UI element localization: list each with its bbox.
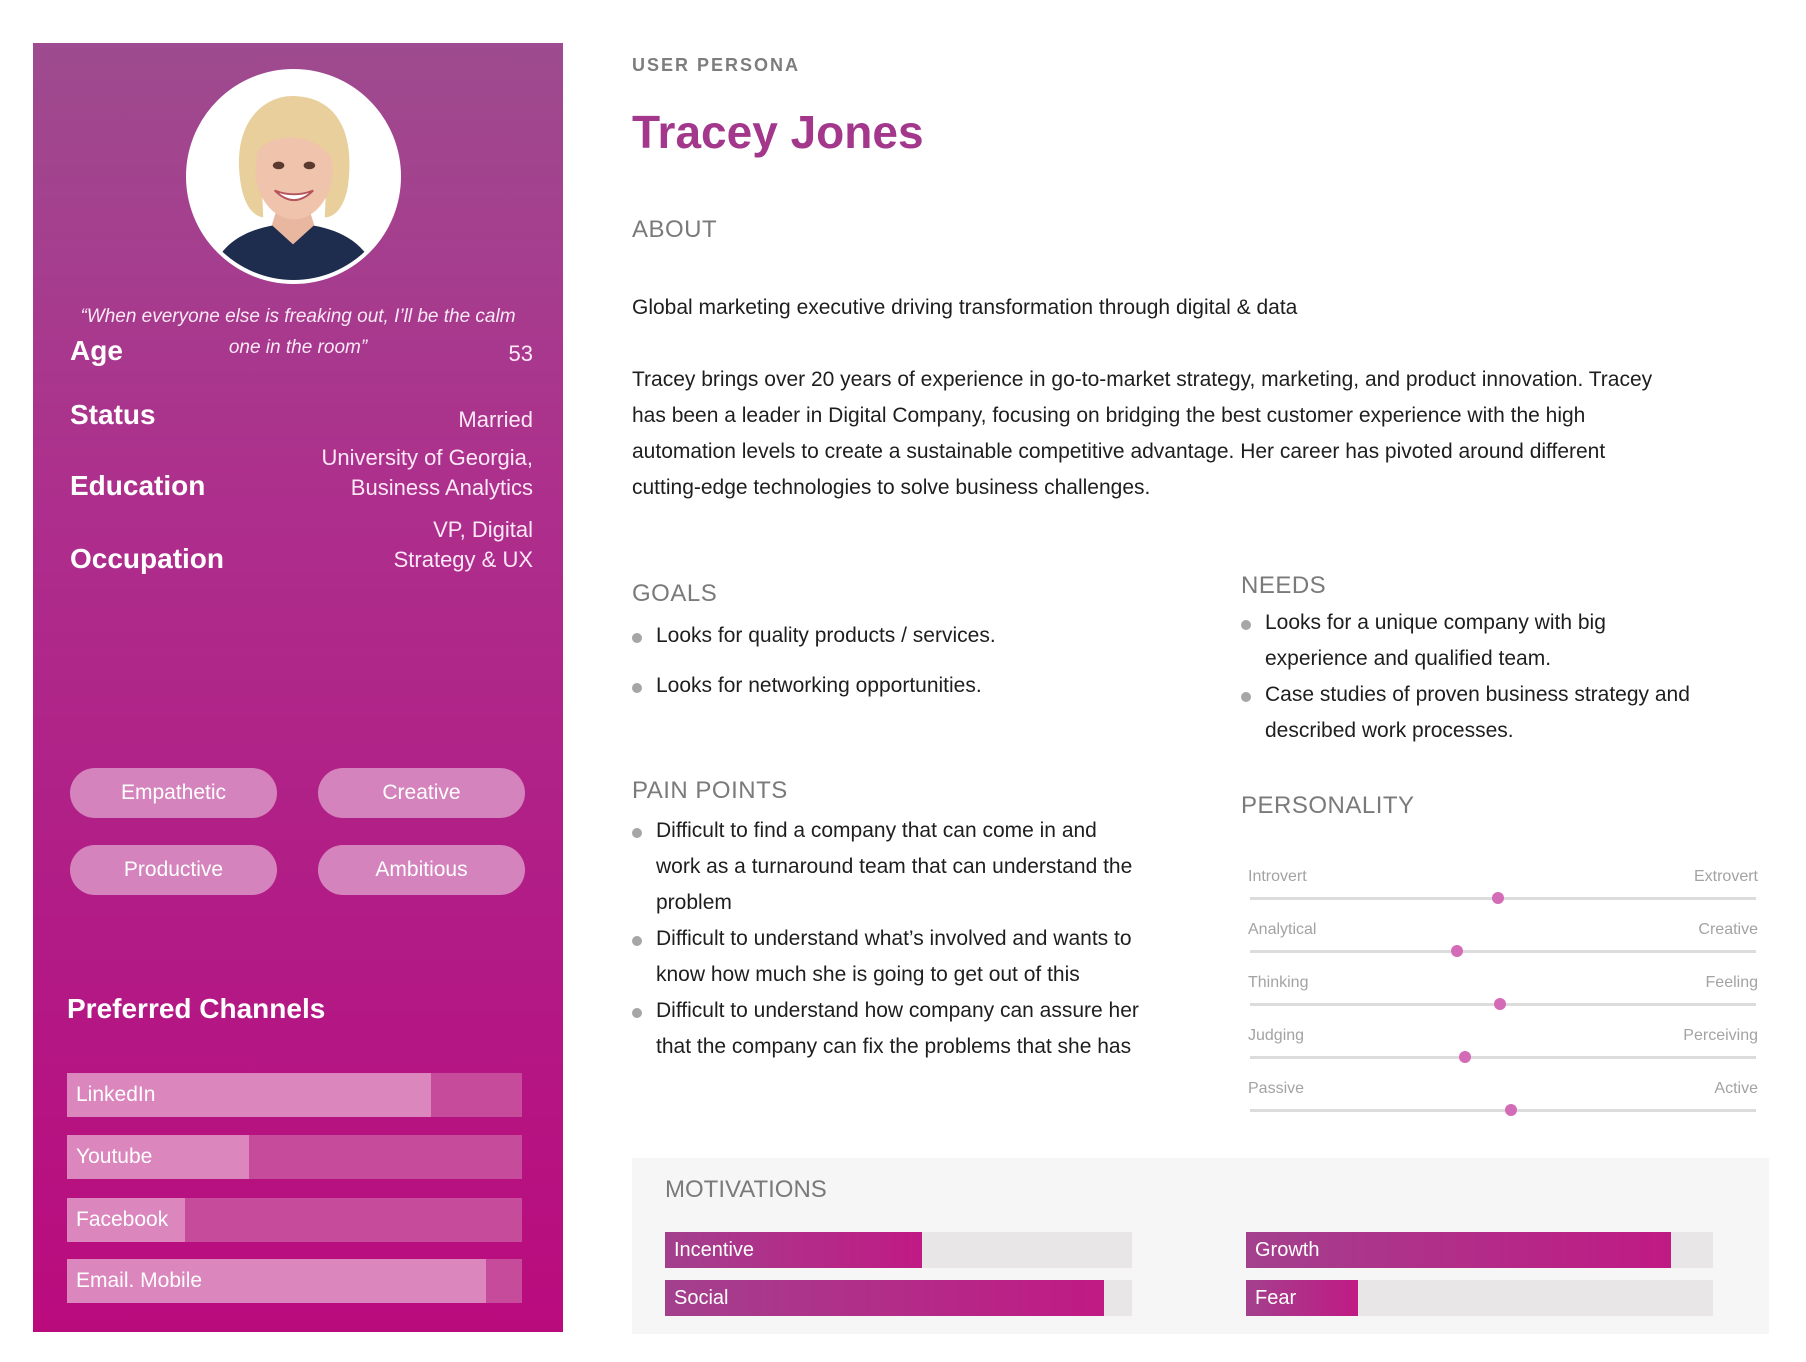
need-item xyxy=(1241,605,1690,677)
personality-heading: PERSONALITY xyxy=(1241,792,1415,819)
pain-point-line: Difficult to understand how company can assure her xyxy=(656,999,1139,1022)
motivation-bar-fear xyxy=(1246,1280,1713,1316)
pain-point-item xyxy=(632,813,1139,921)
trait-ambitious: Ambitious xyxy=(318,845,525,895)
trait-creative: Creative xyxy=(318,768,525,818)
pain-point-line: problem xyxy=(656,891,732,914)
occupation-value-line: VP, Digital xyxy=(433,517,533,542)
pain-points-list xyxy=(632,813,1139,1065)
scale-track xyxy=(1250,1056,1756,1059)
channel-label: Email. Mobile xyxy=(76,1269,203,1292)
pain-point-line: Difficult to understand what’s involved and wants to xyxy=(656,927,1132,950)
goals-list xyxy=(632,618,996,704)
status-value: Married xyxy=(458,407,533,432)
need-item-line: Case studies of proven business strategy and xyxy=(1265,683,1690,706)
persona-name: Tracey Jones xyxy=(632,106,924,158)
scale-left-label: Analytical xyxy=(1248,921,1317,938)
motivations-heading: MOTIVATIONS xyxy=(665,1176,827,1203)
personality-scale-passive-active xyxy=(1248,1080,1758,1120)
age-value: 53 xyxy=(508,341,533,366)
scale-right-label: Feeling xyxy=(1705,974,1758,991)
scale-left-label: Judging xyxy=(1248,1027,1305,1044)
channel-bar-email-mobile xyxy=(67,1259,522,1303)
need-item-line: experience and qualified team. xyxy=(1265,647,1552,670)
pain-point-item xyxy=(632,993,1139,1065)
scale-marker xyxy=(1451,945,1463,957)
occupation-value xyxy=(394,515,533,575)
pain-point-line: know how much she is going to get out of this xyxy=(656,963,1080,986)
motivation-bar-fill xyxy=(665,1280,1104,1316)
goals-heading: GOALS xyxy=(632,580,718,607)
profile-panel xyxy=(33,43,563,1332)
goal-item: Looks for quality products / services. xyxy=(632,618,996,654)
scale-left-label: Thinking xyxy=(1248,974,1309,991)
education-value xyxy=(321,443,533,503)
needs-heading: NEEDS xyxy=(1241,572,1327,599)
motivation-label: Growth xyxy=(1255,1239,1320,1261)
trait-empathetic: Empathetic xyxy=(70,768,277,818)
about-tagline: Global marketing executive driving transformation through digital & data xyxy=(632,296,1298,319)
channel-bar-facebook xyxy=(67,1198,522,1242)
personality-scale-judging-perceiving xyxy=(1248,1027,1758,1067)
scale-left-label: Passive xyxy=(1248,1080,1305,1097)
about-bio-line: automation levels to create a sustainable competitive advantage. Her career has pivoted around different xyxy=(632,440,1606,463)
education-label: Education xyxy=(70,470,206,501)
scale-right-label: Extrovert xyxy=(1693,868,1758,885)
need-item-line: Looks for a unique company with big xyxy=(1265,611,1606,634)
trait-productive: Productive xyxy=(70,845,277,895)
channel-bar-linkedin xyxy=(67,1073,522,1117)
scale-right-label: Active xyxy=(1714,1080,1758,1097)
about-bio-line: has been a leader in Digital Company, focusing on bridging the best customer experience with the high xyxy=(632,404,1586,427)
scale-track xyxy=(1250,1109,1756,1112)
channel-label: Facebook xyxy=(76,1208,169,1231)
motivation-bar-growth xyxy=(1246,1232,1713,1268)
goal-item: Looks for networking opportunities. xyxy=(632,668,996,704)
pain-point-line: Difficult to find a company that can come in and xyxy=(656,819,1097,842)
age-label: Age xyxy=(70,335,123,366)
scale-marker xyxy=(1459,1051,1471,1063)
scale-marker xyxy=(1494,998,1506,1010)
education-value-line: Business Analytics xyxy=(350,475,533,500)
scale-right-label: Perceiving xyxy=(1683,1027,1758,1044)
occupation-label: Occupation xyxy=(70,543,225,574)
persona-quote: “When everyone else is freaking out, I’ll be the calm one in the room” xyxy=(80,306,516,358)
personality-scale-introvert-extrovert xyxy=(1248,868,1758,908)
scale-left-label: Introvert xyxy=(1248,868,1307,885)
pain-point-line: that the company can fix the problems that she has xyxy=(656,1035,1132,1058)
motivation-label: Incentive xyxy=(674,1239,755,1261)
channel-label: Youtube xyxy=(76,1145,153,1168)
motivation-bar-social xyxy=(665,1280,1132,1316)
motivation-bar-incentive xyxy=(665,1232,1132,1268)
preferred-channels-title: Preferred Channels xyxy=(67,993,326,1024)
need-item xyxy=(1241,677,1690,749)
scale-marker xyxy=(1505,1104,1517,1116)
pain-point-line: work as a turnaround team that can understand the xyxy=(656,855,1133,878)
avatar xyxy=(186,69,401,284)
pain-points-heading: PAIN POINTS xyxy=(632,777,788,804)
scale-right-label: Creative xyxy=(1698,921,1758,938)
motivations-section xyxy=(632,1158,1769,1334)
page-eyebrow: USER PERSONA xyxy=(632,55,801,75)
channel-label: LinkedIn xyxy=(76,1083,156,1106)
about-bio-line: Tracey brings over 20 years of experience in go-to-market strategy, marketing, and product innovation. Tracey xyxy=(632,368,1653,391)
scale-marker xyxy=(1492,892,1504,904)
need-item-line: described work processes. xyxy=(1265,719,1514,742)
personality-scale-thinking-feeling xyxy=(1248,974,1758,1014)
channel-bar-youtube xyxy=(67,1135,522,1179)
personality-scale-analytical-creative xyxy=(1248,921,1758,961)
occupation-value-line: Strategy & UX xyxy=(393,547,533,572)
status-label: Status xyxy=(70,399,156,430)
about-heading: ABOUT xyxy=(632,216,718,243)
pain-point-item xyxy=(632,921,1139,993)
education-value-line: University of Georgia, xyxy=(321,445,533,470)
about-bio xyxy=(632,362,1757,506)
avatar-portrait-icon xyxy=(190,73,397,280)
motivation-label: Fear xyxy=(1255,1287,1297,1309)
motivation-label: Social xyxy=(674,1287,729,1309)
about-bio-line: cutting-edge technologies to solve business challenges. xyxy=(632,476,1151,499)
scale-track xyxy=(1250,950,1756,953)
needs-list xyxy=(1241,605,1690,749)
